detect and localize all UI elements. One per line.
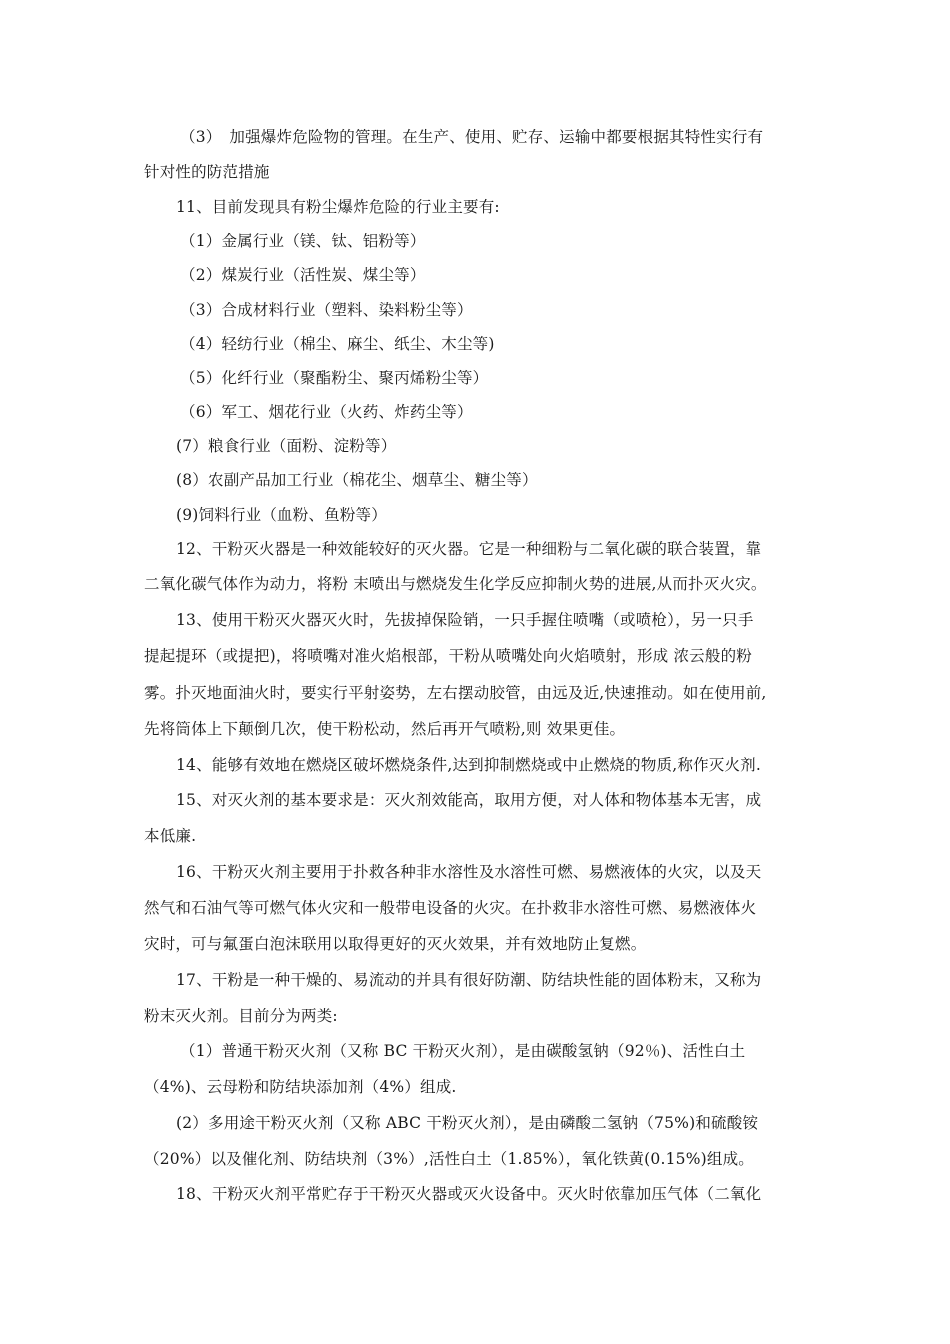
text-line: 然气和石油气等可燃气体火灾和一般带电设备的火灾。在扑救非水溶性可燃、易燃液体火 bbox=[144, 899, 757, 917]
text-line: （3）合成材料行业（塑料、染料粉尘等） bbox=[180, 301, 473, 319]
text-line: 17、干粉是一种干燥的、易流动的并具有很好防潮、防结块性能的固体粉末，又称为 bbox=[176, 971, 762, 989]
text-line: 16、干粉灭火剂主要用于扑救各种非水溶性及水溶性可燃、易燃液体的火灾，以及天 bbox=[176, 863, 762, 881]
text-line: （4%)、云母粉和防结块添加剂（4%）组成. bbox=[144, 1078, 457, 1096]
text-line: （4）轻纺行业（棉尘、麻尘、纸尘、木尘等) bbox=[180, 335, 495, 353]
text-line: （1）金属行业（镁、钛、铝粉等） bbox=[180, 232, 426, 250]
text-line: 18、干粉灭火剂平常贮存于干粉灭火器或灭火设备中。灭火时依靠加压气体（二氧化 bbox=[176, 1185, 762, 1203]
text-line: 12、干粉灭火器是一种效能较好的灭火器。它是一种细粉与二氧化碳的联合装置，靠 bbox=[176, 540, 762, 558]
text-line: （2）煤炭行业（活性炭、煤尘等） bbox=[180, 266, 426, 284]
text-line: 二氧化碳气体作为动力，将粉 末喷出与燃烧发生化学反应抑制火势的进展,从而扑灭火灾。 bbox=[144, 575, 767, 593]
text-line: (8）农副产品加工行业（棉花尘、烟草尘、糖尘等） bbox=[176, 471, 538, 489]
text-line: 粉末灭火剂。目前分为两类: bbox=[144, 1007, 338, 1025]
text-line: 雾。扑灭地面油火时，要实行平射姿势，左右摆动胶管，由远及近,快速推动。如在使用前, bbox=[144, 684, 767, 702]
text-line: （6）军工、烟花行业（火药、炸药尘等） bbox=[180, 403, 473, 421]
text-line: (7）粮食行业（面粉、淀粉等） bbox=[176, 437, 397, 455]
text-line: 提起提环（或提把)，将喷嘴对准火焰根部，干粉从喷嘴处向火焰喷射，形成 浓云般的粉 bbox=[144, 647, 752, 665]
text-line: 13、使用干粉灭火器灭火时，先拔掉保险销，一只手握住喷嘴（或喷枪），另一只手 bbox=[176, 611, 754, 629]
text-line: 15、对灭火剂的基本要求是：灭火剂效能高，取用方便，对人体和物体基本无害，成 bbox=[176, 791, 762, 809]
text-line: 14、能够有效地在燃烧区破坏燃烧条件,达到抑制燃烧或中止燃烧的物质,称作灭火剂. bbox=[176, 756, 762, 774]
text-line: (2）多用途干粉灭火剂（又称 ABC 干粉灭火剂），是由磷酸二氢钠（75%)和硫酸铵 bbox=[176, 1114, 759, 1132]
text-line: 灾时，可与氟蛋白泡沫联用以取得更好的灭火效果，并有效地防止复燃。 bbox=[144, 935, 647, 953]
text-line: 11、目前发现具有粉尘爆炸危险的行业主要有: bbox=[176, 198, 500, 216]
text-line: (9)饲料行业（血粉、鱼粉等） bbox=[176, 506, 387, 524]
text-line: 本低廉. bbox=[144, 827, 197, 845]
text-line: （1）普通干粉灭火剂（又称 BC 干粉灭火剂），是由碳酸氢钠（92％)、活性白土 bbox=[180, 1042, 746, 1060]
text-line: （5）化纤行业（聚酯粉尘、聚丙烯粉尘等） bbox=[180, 369, 489, 387]
text-line: （3） 加强爆炸危险物的管理。在生产、使用、贮存、运输中都要根据其特性实行有 bbox=[180, 128, 764, 146]
text-line: 先将筒体上下颠倒几次，使干粉松动，然后再开气喷粉,则 效果更佳。 bbox=[144, 720, 626, 738]
text-line: 针对性的防范措施 bbox=[144, 163, 270, 181]
text-line: （20%）以及催化剂、防结块剂（3%）,活性白土（1.85%），氧化铁黄(0.15%)组成。 bbox=[144, 1150, 754, 1168]
